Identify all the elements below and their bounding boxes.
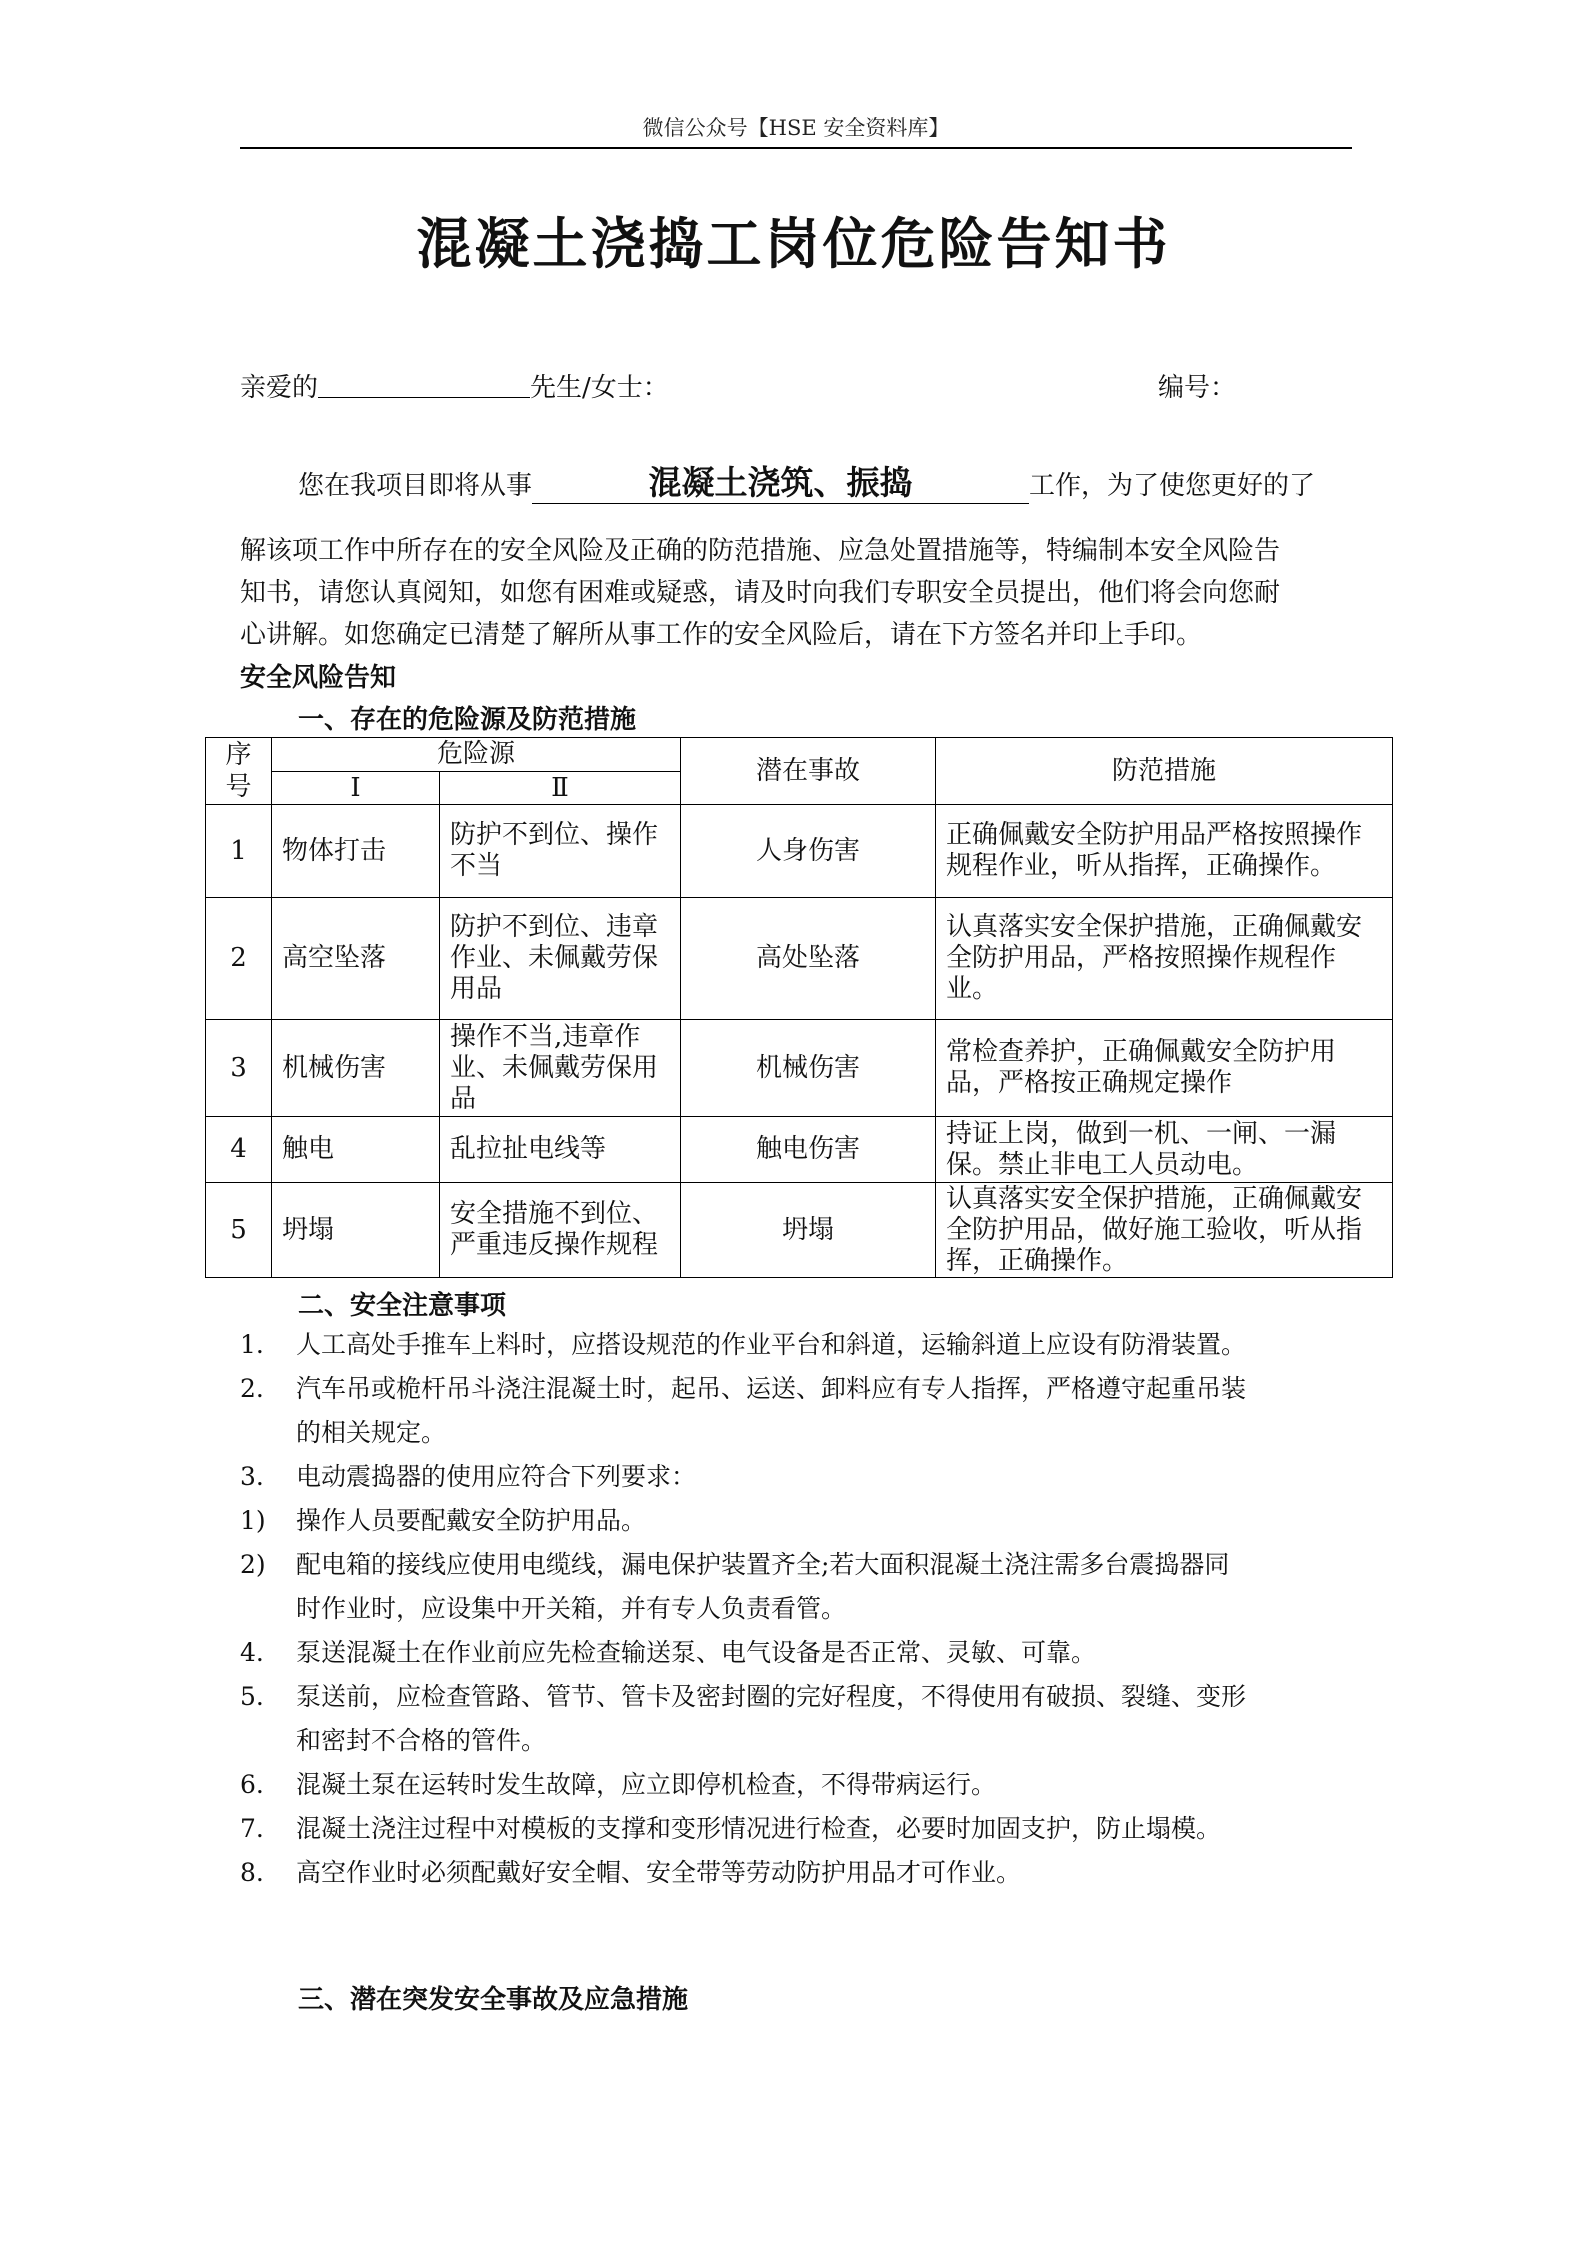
hazard-primary: 高空坠落 (272, 898, 440, 1020)
measures-header: 防范措施 (936, 738, 1393, 805)
number-label: 编号： (1158, 373, 1237, 403)
note-item: 和密封不合格的管件。 (296, 1726, 547, 1755)
header-rule (240, 147, 1352, 149)
section-3-heading: 三、潜在突发安全事故及应急措施 (298, 1985, 689, 2015)
greeting-line (240, 367, 669, 404)
hazard-primary: 物体打击 (272, 805, 440, 898)
intro-lead: 您在我项目即将从事 (298, 471, 533, 501)
row-number: 1 (206, 805, 272, 898)
note-item: 的相关规定。 (296, 1418, 447, 1447)
hazard-cause: 操作不当,违章作业、未佩戴劳保用品 (440, 1020, 681, 1117)
note-item: 6. 混凝土泵在运转时发生故障，应立即停机检查，不得带病运行。 (240, 1770, 997, 1799)
prevention-measure: 正确佩戴安全防护用品严格按照操作规程作业，听从指挥，正确操作。 (936, 805, 1393, 898)
document-title: 混凝土浇捣工岗位危险告知书 (416, 211, 1171, 276)
intro-line: 心讲解。如您确定已清楚了解所从事工作的安全风险后，请在下方签名并印上手印。 (240, 620, 1203, 650)
section-2-heading: 二、安全注意事项 (298, 1291, 507, 1321)
table-row (206, 1020, 1393, 1117)
note-item: 4. 泵送混凝土在作业前应先检查输送泵、电气设备是否正常、灵敏、可靠。 (240, 1638, 1097, 1667)
prevention-measure: 持证上岗，做到一机、一闸、一漏保。禁止非电工人员动电。 (936, 1117, 1393, 1183)
table-row (206, 1183, 1393, 1278)
hazard-cause: 防护不到位、违章作业、未佩戴劳保用品 (440, 898, 681, 1020)
potential-accident: 触电伤害 (681, 1117, 936, 1183)
potential-accident: 机械伤害 (681, 1020, 936, 1117)
prevention-measure: 常检查养护，正确佩戴安全防护用品，严格按正确规定操作 (936, 1020, 1393, 1117)
accident-header: 潜在事故 (681, 738, 936, 805)
hazard-cause: 乱拉扯电线等 (440, 1117, 681, 1183)
row-number: 4 (206, 1117, 272, 1183)
potential-accident: 人身伤害 (681, 805, 936, 898)
intro-paragraph (240, 530, 1350, 656)
hazard-cause: 安全措施不到位、严重违反操作规程 (440, 1183, 681, 1278)
hazard-2-header: Ⅱ (440, 772, 681, 805)
note-item: 1) 操作人员要配戴安全防护用品。 (240, 1506, 647, 1535)
row-number: 5 (206, 1183, 272, 1278)
note-item: 时作业时，应设集中开关箱，并有专人负责看管。 (296, 1594, 847, 1623)
table-row (206, 1117, 1393, 1183)
table-row (206, 805, 1393, 898)
potential-accident: 坍塌 (681, 1183, 936, 1278)
section-1-heading: 一、存在的危险源及防范措施 (298, 705, 637, 735)
note-item: 8. 高空作业时必须配戴好安全帽、安全带等劳动防护用品才可作业。 (240, 1858, 1022, 1887)
note-item: 5. 泵送前，应检查管路、管节、管卡及密封圈的完好程度，不得使用有破损、裂缝、变形 (240, 1682, 1247, 1711)
note-item: 2. 汽车吊或桅杆吊斗浇注混凝土时，起吊、运送、卸料应有专人指挥，严格遵守起重吊装 (240, 1374, 1247, 1403)
intro-line: 解该项工作中所存在的安全风险及正确的防范措施、应急处置措施等，特编制本安全风险告 (240, 536, 1281, 566)
job-name: 混凝土浇筑、振捣 (532, 463, 1029, 504)
seq-header: 序号 (206, 738, 272, 805)
section-notice: 安全风险告知 (240, 663, 397, 693)
intro-first-line (298, 463, 1315, 504)
greeting-suffix: 先生/女士： (530, 373, 669, 403)
hazard-primary: 机械伤害 (272, 1020, 440, 1117)
page-header: 微信公众号【HSE 安全资料库】 (642, 116, 950, 140)
note-item: 3. 电动震捣器的使用应符合下列要求： (240, 1462, 697, 1491)
prevention-measure: 认真落实安全保护措施，正确佩戴安全防护用品，严格按照操作规程作业。 (936, 898, 1393, 1020)
hazard-primary: 坍塌 (272, 1183, 440, 1278)
greeting-prefix: 亲爱的 (240, 373, 319, 403)
hazard-1-header: Ⅰ (272, 772, 440, 805)
intro-tail: 工作，为了使您更好的了 (1029, 471, 1316, 501)
hazard-table (205, 737, 1393, 1278)
note-item: 2) 配电箱的接线应使用电缆线，漏电保护装置齐全;若大面积混凝土浇注需多台震捣器同 (240, 1550, 1230, 1579)
table-row (206, 898, 1393, 1020)
note-item: 1. 人工高处手推车上料时，应搭设规范的作业平台和斜道，运输斜道上应设有防滑装置。 (240, 1330, 1247, 1359)
intro-line: 知书，请您认真阅知，如您有困难或疑惑，请及时向我们专职安全员提出，他们将会向您耐 (240, 578, 1281, 608)
name-blank (318, 371, 530, 398)
note-item: 7. 混凝土浇注过程中对模板的支撑和变形情况进行检查，必要时加固支护，防止塌模。 (240, 1814, 1222, 1843)
hazard-primary: 触电 (272, 1117, 440, 1183)
potential-accident: 高处坠落 (681, 898, 936, 1020)
hazard-header: 危险源 (272, 738, 681, 772)
prevention-measure: 认真落实安全保护措施，正确佩戴安全防护用品，做好施工验收，听从指挥，正确操作。 (936, 1183, 1393, 1278)
hazard-cause: 防护不到位、操作不当 (440, 805, 681, 898)
row-number: 2 (206, 898, 272, 1020)
row-number: 3 (206, 1020, 272, 1117)
